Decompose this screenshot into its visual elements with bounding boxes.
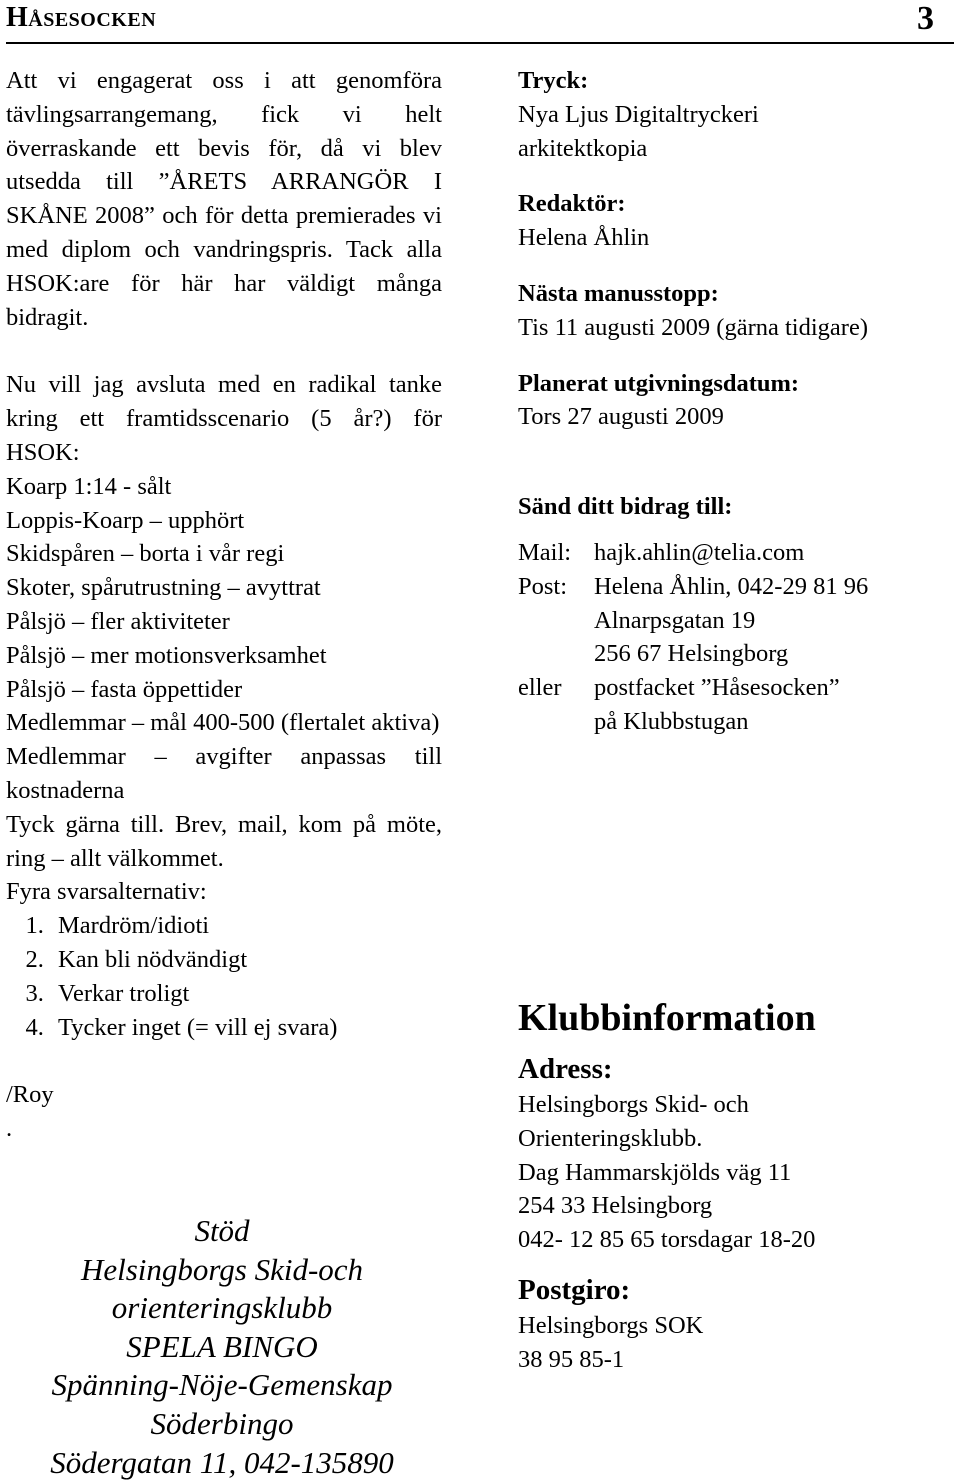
club-info: [518, 996, 954, 1377]
advert-line: orienteringsklubb: [111, 1290, 333, 1326]
postgiro-label: Postgiro:: [518, 1273, 631, 1306]
adress-line: Dag Hammarskjölds väg 11: [518, 1158, 792, 1186]
advert-line: Spänning-Nöje-Gemenskap: [51, 1367, 393, 1403]
manusstopp-value: Tis 11 augusti 2009 (gärna tidigare): [518, 313, 868, 341]
club-info-title: Klubbinformation: [518, 997, 816, 1039]
postgiro-line: 38 95 85-1: [518, 1345, 625, 1373]
scenario-line: Medlemmar – mål 400-500 (flertalet aktiva): [6, 709, 440, 737]
paragraph-award: Att vi engagerat oss i att genomföra tävlingsarrangemang, fick vi helt överraskande ett bevis för, då vi blev utsedda till ”ÅRETS ARRANGÖR I SKÅNE 2008” och för detta premierades vi med diplom och vandringspris. Tack alla HSOK:are för här har väldigt många bidragit.: [6, 67, 442, 331]
manusstopp-label: Nästa manusstopp:: [518, 279, 719, 307]
mail-value: hajk.ahlin@telia.com: [594, 538, 805, 566]
mail-label: Mail:: [518, 538, 572, 566]
utgivning-block: [518, 367, 954, 435]
eller-label: eller: [518, 674, 562, 702]
redaktor-value: Helena Åhlin: [518, 224, 650, 252]
advert-line: Helsingborgs Skid-och: [80, 1251, 364, 1287]
option-item: 2. Kan bli nödvändigt: [50, 943, 442, 977]
tryck-value: Nya Ljus Digitaltryckeri arkitektkopia: [518, 100, 759, 162]
utgivning-label: Planerat utgivningsdatum:: [518, 369, 800, 397]
newsletter-title: Håsesocken: [6, 2, 157, 33]
page-header: [6, 0, 954, 44]
advert-line: SPELA BINGO: [126, 1328, 318, 1364]
adress-label: Adress:: [518, 1053, 613, 1085]
scenario-line: Tyck gärna till. Brev, mail, kom på möte, ring – allt välkommet.: [6, 810, 442, 872]
post-line: 256 67 Helsingborg: [594, 640, 789, 668]
scenario-line: Medlemmar – avgifter anpassas till kostnaderna: [6, 743, 442, 804]
scenario-line: Koarp 1:14 - sålt: [6, 472, 172, 500]
adress-line: 254 33 Helsingborg: [518, 1192, 713, 1220]
scenario-line: Pålsjö – fasta öppettider: [6, 675, 243, 703]
tryck-block: [518, 64, 954, 165]
post-label: Post:: [518, 572, 568, 600]
left-column: [6, 64, 442, 1146]
advert-line: Söderbingo: [150, 1405, 294, 1441]
advert-line: Södergatan 11, 042-135890: [50, 1444, 394, 1480]
bidrag-block: [518, 490, 954, 739]
option-item: 4. Tycker inget (= vill ej svara): [50, 1011, 442, 1045]
right-column: [518, 64, 954, 739]
scenario-line: Skoter, spårutrustning – avyttrat: [6, 574, 321, 602]
adress-line: 042- 12 85 65 torsdagar 18-20: [518, 1226, 816, 1254]
page-number: 3: [917, 0, 934, 37]
postgiro-line: Helsingborgs SOK: [518, 1311, 704, 1339]
option-item: 3. Verkar troligt: [50, 977, 442, 1011]
advert-line: Stöd: [194, 1213, 250, 1248]
scenario-line: Loppis-Koarp – upphört: [6, 506, 245, 534]
manusstopp-block: [518, 277, 954, 345]
eller-line: postfacket ”Håsesocken”: [594, 674, 840, 702]
option-item: 1. Mardröm/idioti: [50, 909, 442, 943]
adress-line: Helsingborgs Skid- och Orienteringsklubb.: [518, 1091, 749, 1152]
signature: /Roy: [6, 1081, 54, 1109]
scenario-line: Pålsjö – mer motionsverksamhet: [6, 641, 327, 669]
redaktor-block: [518, 187, 954, 255]
contact-grid: [518, 536, 954, 739]
answer-options: [6, 909, 442, 1044]
post-line: Helena Åhlin, 042-29 81 96: [594, 572, 869, 600]
utgivning-value: Tors 27 augusti 2009: [518, 403, 724, 431]
redaktor-label: Redaktör:: [518, 190, 626, 218]
scenario-line: Fyra svarsalternativ:: [6, 878, 207, 906]
scenario-line: Skidspåren – borta i vår regi: [6, 540, 285, 568]
scenario-line: Pålsjö – fler aktiviteter: [6, 607, 230, 635]
paragraph-future: Nu vill jag avsluta med en radikal tanke kring ett framtidsscenario (5 år?) för HSOK:: [6, 371, 442, 466]
bingo-advert: [6, 1212, 438, 1482]
post-line: Alnarpsgatan 19: [594, 606, 756, 634]
trailing-dot: .: [6, 1115, 13, 1143]
tryck-label: Tryck:: [518, 67, 589, 94]
eller-line: på Klubbstugan: [594, 707, 749, 735]
bidrag-label: Sänd ditt bidrag till:: [518, 493, 733, 521]
